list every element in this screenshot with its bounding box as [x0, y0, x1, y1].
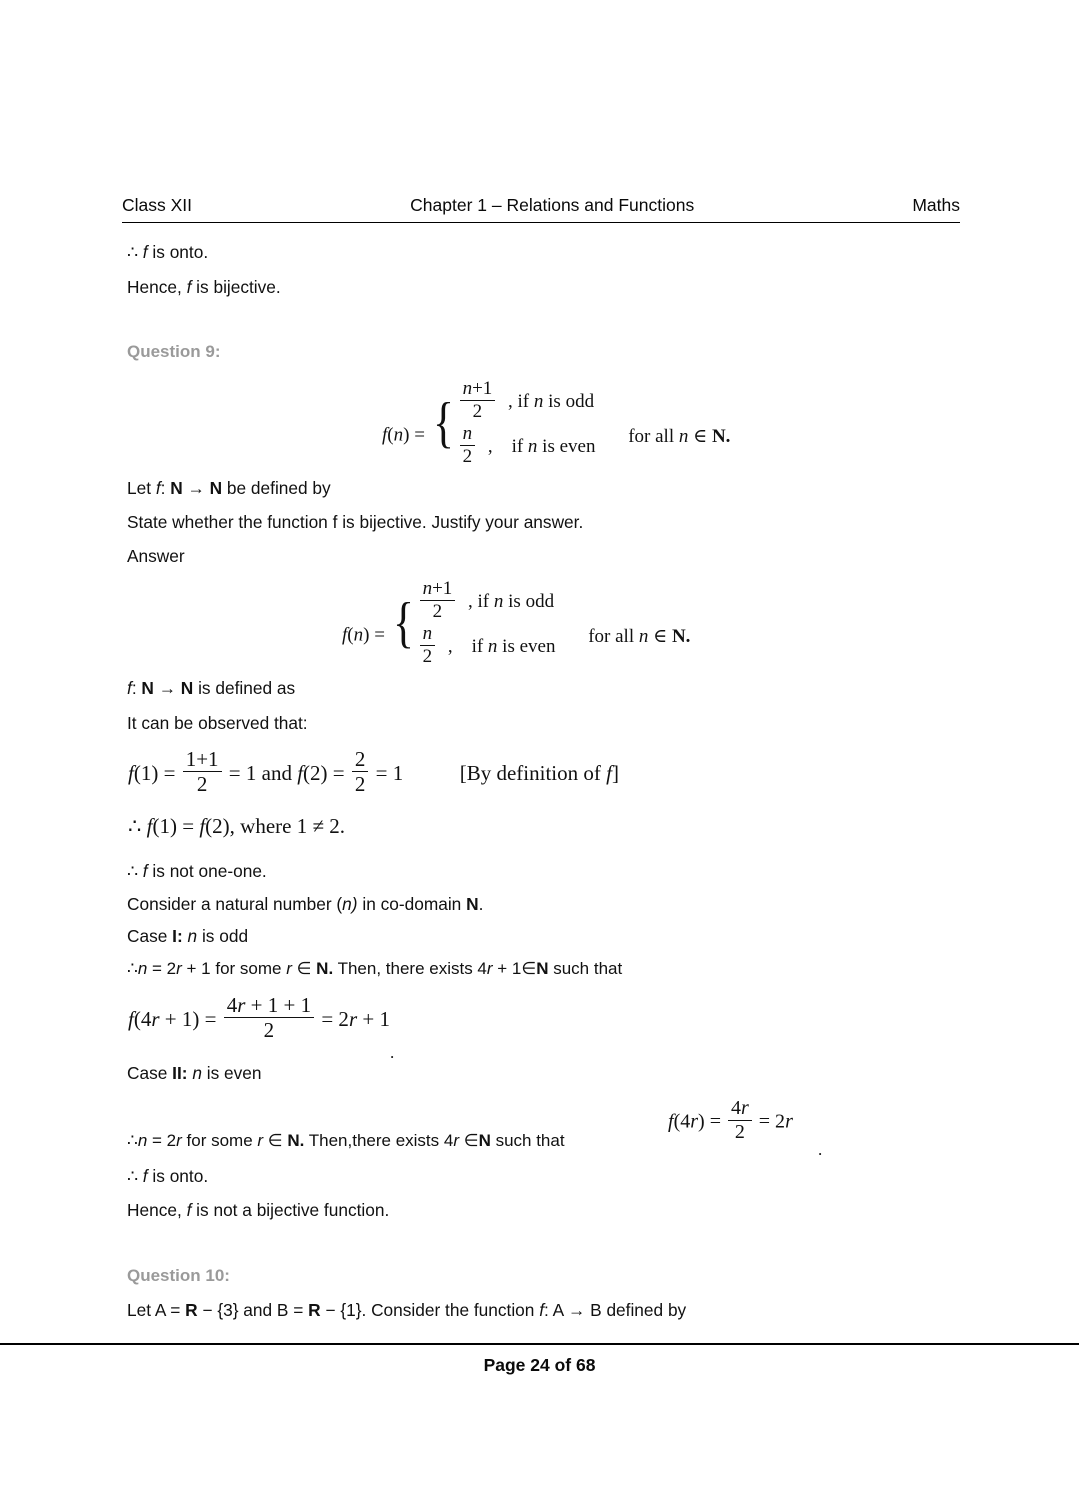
italic-f: f — [127, 678, 132, 698]
line-text-lead: Hence, — [127, 277, 187, 297]
condition-even: , if n is even — [487, 435, 596, 457]
line-text-e: + 1∈ — [492, 959, 537, 978]
argument: 4r + 1 — [140, 1007, 193, 1032]
italic-f: f — [142, 1166, 148, 1186]
arg-1: 1 — [159, 814, 170, 838]
line-hence-not-bijective — [127, 1200, 389, 1221]
italic-r: r — [176, 959, 182, 978]
line-text-d: Then, there exists 4 — [333, 959, 487, 978]
line-text-b: for some — [181, 1131, 258, 1150]
italic-n: n — [137, 959, 148, 978]
formula-equals: = — [409, 424, 425, 446]
fraction-denominator: 2 — [734, 1121, 745, 1143]
function-symbol: f — [146, 814, 153, 838]
paren-open: ( — [673, 1110, 681, 1133]
footer-divider-rule — [0, 1343, 1079, 1345]
equals-sign: = — [327, 761, 350, 786]
line-text-tail: is onto. — [147, 1166, 209, 1186]
piecewise-row-odd — [418, 578, 556, 623]
function-symbol: f — [668, 1110, 674, 1133]
paren-close: ) — [151, 761, 159, 786]
arg-2: 2 — [310, 761, 321, 786]
italic-n: n) — [342, 894, 358, 914]
line-text-lead: Hence, — [127, 1200, 187, 1220]
header-right-subject: Maths — [912, 195, 960, 215]
case-condition: is even — [201, 1063, 262, 1083]
line-text-lead: Let — [127, 478, 156, 498]
fraction-numerator: n — [420, 624, 436, 646]
line-not-one-one — [127, 861, 267, 882]
footer-page-number: Page 24 of 68 — [483, 1355, 596, 1375]
fraction-4r-over-2 — [728, 1098, 752, 1143]
line-text-a: = 2 — [147, 1131, 177, 1150]
fraction-denominator: 2 — [354, 772, 366, 797]
result: = 2r + 1 — [321, 1007, 390, 1032]
fraction-1-plus-1-over-2 — [183, 748, 222, 795]
function-symbol: f — [128, 761, 134, 786]
italic-f: f — [142, 242, 148, 262]
bold-N: N — [536, 959, 549, 978]
line-case-2 — [127, 1063, 262, 1084]
arrow-symbol: → — [182, 478, 210, 498]
fraction-denominator: 2 — [422, 645, 433, 667]
fraction-numerator: n+1 — [460, 379, 496, 401]
left-brace-glyph: { — [392, 591, 414, 654]
fraction-n-plus-1-over-2 — [460, 379, 496, 422]
italic-f: f — [155, 478, 161, 498]
for-all-clause: for all n ∈ N. — [628, 425, 731, 447]
line-answer-label: Answer — [127, 546, 185, 566]
line-state-whether: State whether the function f is bijective. Justify your answer. — [127, 512, 584, 532]
formula-var: n — [353, 624, 364, 646]
line-text-d: Then,there exists 4 — [304, 1131, 454, 1150]
piecewise-row-even — [458, 423, 596, 468]
trailing-period-2: . — [818, 1140, 823, 1159]
line-text-a: = 2 — [147, 959, 177, 978]
argument: 4r — [680, 1110, 699, 1133]
line-f-is-onto — [127, 1166, 208, 1187]
fraction-n-over-2 — [460, 424, 476, 467]
piecewise-block — [390, 578, 556, 668]
line-f-defined-as — [127, 678, 295, 699]
question-10-heading: Question 10: — [127, 1266, 230, 1285]
italic-r: r — [286, 959, 292, 978]
formula-lhs: f — [342, 624, 348, 646]
formula-equals: = — [369, 624, 385, 646]
function-symbol: f — [199, 814, 206, 838]
formula-paren: ) — [363, 624, 370, 646]
fraction-numerator: 4r — [728, 1098, 752, 1121]
where-clause: , where 1 ≠ 2. — [229, 814, 345, 838]
fraction-numerator: 2 — [352, 748, 369, 772]
function-symbol: f — [297, 761, 304, 786]
piecewise-rows — [418, 578, 556, 668]
fraction-numerator: 4r + 1 + 1 — [224, 994, 314, 1018]
italic-r: r — [257, 1131, 264, 1150]
bold-N: N. — [316, 959, 334, 978]
equals-one-and: = 1 and — [228, 761, 298, 786]
result: = 2r — [758, 1110, 793, 1133]
line-text-tail: . — [478, 894, 484, 914]
by-definition-note: [By definition of f] — [459, 761, 619, 786]
line-case-2-detail — [127, 1131, 565, 1151]
bold-N: N — [209, 478, 223, 498]
fraction-numerator: n+1 — [420, 579, 456, 601]
line-text-tail: is bijective. — [191, 277, 281, 297]
bold-N: N. — [287, 1131, 305, 1150]
line-consider-natural-number — [127, 894, 483, 915]
fraction-n-over-2 — [420, 624, 436, 667]
italic-f: f — [186, 277, 192, 297]
paren-close: ) — [320, 761, 328, 786]
line-text-b: − {3} and B = — [197, 1300, 309, 1320]
italic-r: r — [486, 959, 493, 978]
line-text-tail: is not a bijective function. — [191, 1200, 390, 1220]
line-let-f-defined-by — [127, 478, 331, 499]
piecewise-row-even — [418, 623, 556, 668]
paren-close: ) — [698, 1110, 705, 1133]
line-question-10-text — [127, 1300, 686, 1321]
left-brace-glyph: { — [432, 391, 454, 454]
therefore-symbol: ∴ — [128, 814, 147, 838]
fraction-denominator: 2 — [462, 445, 473, 467]
trailing-period-1: . — [390, 1043, 395, 1062]
question-9-heading: Question 9: — [127, 342, 221, 361]
italic-f: f — [539, 1300, 545, 1320]
fraction-numerator: 1+1 — [183, 748, 222, 772]
arrow-symbol: → — [153, 678, 181, 698]
line-text-f: such that — [548, 959, 623, 978]
line-text-d: : A → B defined by — [544, 1300, 687, 1320]
formula-var: n — [393, 424, 404, 446]
therefore-symbol: ∴ — [127, 959, 138, 978]
fraction-denominator: 2 — [472, 400, 483, 422]
equation-f-4r — [668, 1098, 793, 1143]
condition-odd: , if n is odd — [468, 591, 555, 613]
line-case-1 — [127, 926, 248, 947]
fraction-denominator: 2 — [432, 600, 443, 622]
piecewise-rows — [458, 378, 596, 468]
italic-r: r — [176, 1131, 182, 1150]
equals-one: = 1 — [375, 761, 404, 786]
arg-2: 2 — [212, 814, 223, 838]
line-text-c: ∈ — [291, 959, 317, 978]
line-text-e: ∈ — [459, 1131, 479, 1150]
bold-N: N — [170, 478, 183, 498]
paren-open: ( — [303, 761, 311, 786]
fraction-n-plus-1-over-2 — [420, 579, 456, 622]
line-text-f: such that — [490, 1131, 565, 1150]
equals-sign: = — [176, 814, 200, 838]
formula-paren: ) — [403, 424, 410, 446]
therefore-symbol: ∴ — [127, 242, 143, 262]
line-text-lead: Consider a natural number ( — [127, 894, 343, 914]
italic-r: r — [453, 1131, 460, 1150]
case-number: I: — [172, 926, 183, 946]
equation-f-4r-plus-1 — [128, 994, 390, 1041]
paren-open: ( — [152, 814, 160, 838]
line-text-tail: is not one-one. — [147, 861, 267, 881]
for-all-clause: for all n ∈ N. — [588, 625, 691, 647]
fraction-denominator: 2 — [196, 772, 208, 797]
piecewise-formula-2 — [342, 578, 690, 668]
therefore-symbol: ∴ — [127, 861, 143, 881]
paren-open: ( — [133, 761, 141, 786]
bold-N: N — [180, 678, 194, 698]
paren-open: ( — [205, 814, 213, 838]
italic-n: n — [137, 1131, 148, 1150]
bold-N: N — [466, 894, 479, 914]
equation-f1-equals-f2 — [128, 814, 345, 839]
condition-even: , if n is even — [447, 635, 556, 657]
arg-1: 1 — [140, 761, 152, 786]
equals-sign: = — [704, 1110, 726, 1133]
line-text-mid: : — [131, 678, 142, 698]
bold-R: R — [185, 1300, 198, 1320]
equation-f1-equals-f2-values — [128, 748, 619, 795]
header-left-class: Class XII — [122, 195, 193, 215]
paren-close: ) — [192, 1007, 200, 1032]
paren-open: ( — [133, 1007, 141, 1032]
line-hence-bijective — [127, 277, 281, 298]
italic-n: n — [187, 926, 198, 946]
line-text-tail: is defined as — [193, 678, 296, 698]
formula-paren: ( — [347, 624, 354, 646]
equals-sign: = — [199, 1007, 222, 1032]
italic-f: f — [186, 1200, 192, 1220]
line-text: is onto. — [147, 242, 209, 262]
therefore-symbol: ∴ — [127, 1166, 143, 1186]
line-text-mid: in co-domain — [357, 894, 467, 914]
line-it-can-be-observed: It can be observed that: — [127, 713, 308, 733]
page-header — [122, 195, 960, 221]
paren-close: ) — [169, 814, 177, 838]
italic-n: n — [192, 1063, 202, 1083]
case-number: II: — [172, 1063, 188, 1083]
line-text-mid: : — [160, 478, 171, 498]
header-center-chapter: Chapter 1 – Relations and Functions — [410, 195, 695, 215]
line-text-c: ∈ — [263, 1131, 288, 1150]
line-case-1-detail — [127, 959, 622, 979]
line-f-is-onto-top — [127, 242, 208, 263]
bold-N: N — [141, 678, 154, 698]
fraction-numerator: n — [460, 424, 476, 446]
piecewise-formula-1 — [382, 378, 730, 468]
fraction-4r-plus-2-over-2 — [224, 994, 314, 1041]
case-label: Case — [127, 1063, 173, 1083]
line-text-c: − {1}. Consider the function — [320, 1300, 540, 1320]
paren-close: ) — [222, 814, 230, 838]
case-label: Case — [127, 926, 173, 946]
line-text-b: + 1 for some — [181, 959, 287, 978]
piecewise-row-odd — [458, 378, 596, 423]
function-symbol: f — [128, 1007, 134, 1032]
bold-N: N — [478, 1131, 491, 1150]
condition-odd: , if n is odd — [508, 391, 595, 413]
italic-f: f — [142, 861, 148, 881]
fraction-denominator: 2 — [263, 1018, 275, 1043]
bold-R: R — [308, 1300, 321, 1320]
line-text-a: Let A = — [127, 1300, 186, 1320]
formula-lhs: f — [382, 424, 388, 446]
piecewise-block — [430, 378, 596, 468]
therefore-symbol: ∴ — [127, 1131, 138, 1150]
equals-sign: = — [158, 761, 181, 786]
line-text-tail: be defined by — [222, 478, 331, 498]
fraction-2-over-2 — [352, 748, 369, 795]
case-condition: is odd — [197, 926, 249, 946]
formula-paren: ( — [387, 424, 394, 446]
header-divider-rule — [122, 222, 960, 223]
